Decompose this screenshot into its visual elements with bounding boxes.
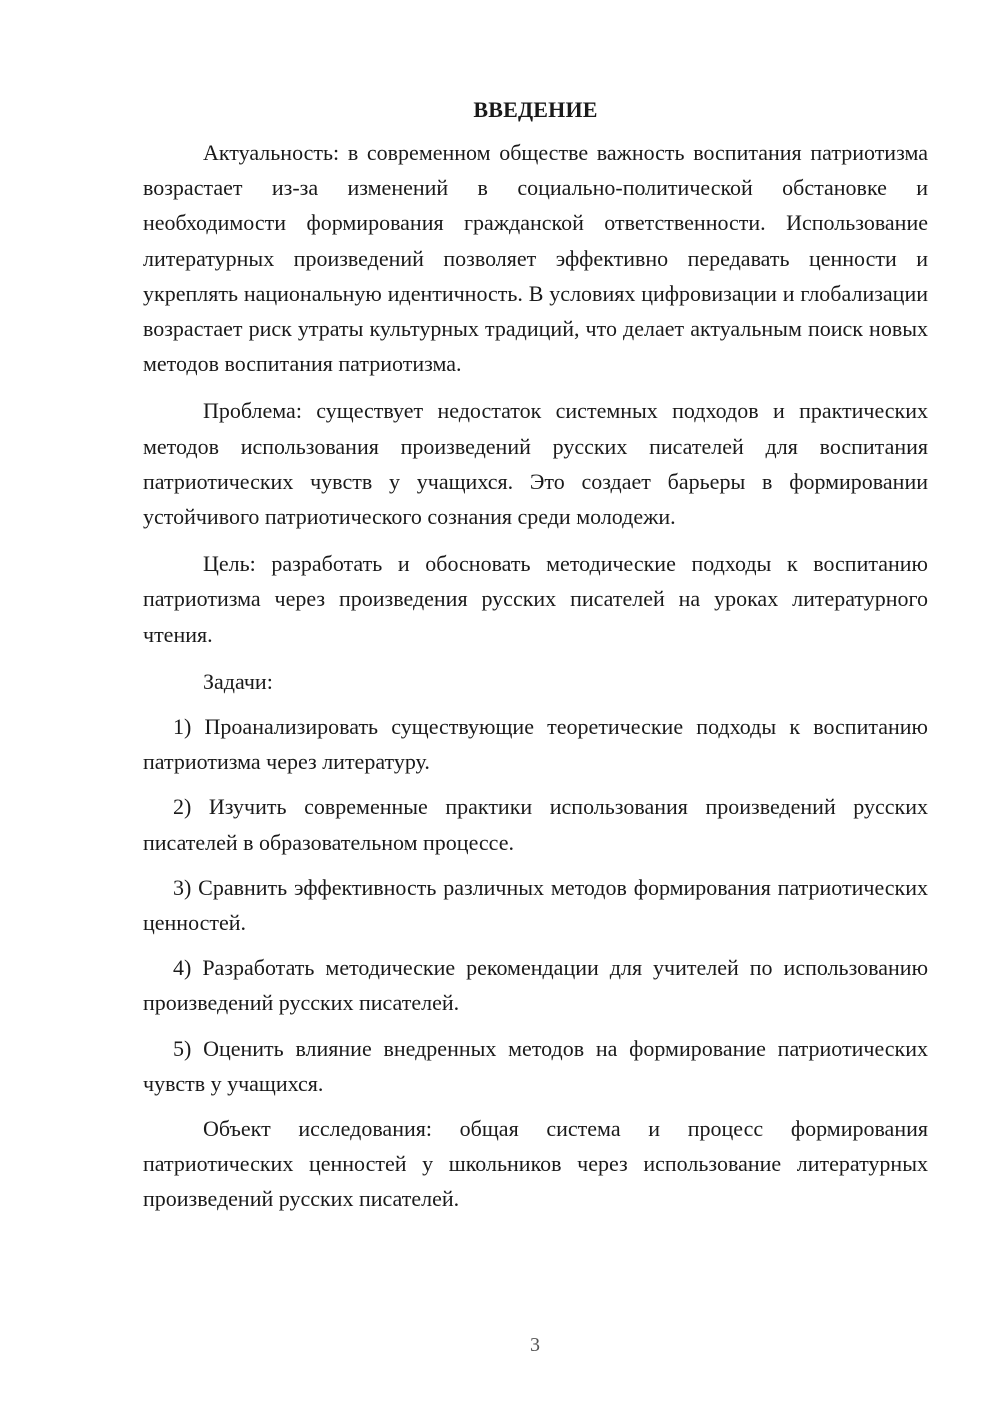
page-number: 3 xyxy=(530,1334,540,1356)
tasks-label: Задачи: xyxy=(203,668,273,694)
tasks-list xyxy=(143,709,928,1101)
problem-paragraph: Проблема: существует недостаток системных подходов и практических методов использования произведений русских писателей для воспитания патриотических чувств у учащихся. Это создает барьеры в формировании устойчивого патриотического сознания среди молодежи. xyxy=(143,398,928,530)
research-object-paragraph: Объект исследования: общая система и процесс формирования патриотических ценностей у школьников через использование литературных произведений русских писателей. xyxy=(143,1116,928,1212)
task-item: 4) Разработать методические рекомендации для учителей по использованию произведений русских писателей. xyxy=(143,955,928,1016)
relevance-paragraph: Актуальность: в современном обществе важность воспитания патриотизма возрастает из-за изменений в социально-политической обстановке и необходимости формирования гражданской ответственности. Использование литературных произведений позволяет эффективно передавать ценности и укреплять национальную идентичность. В условиях цифровизации и глобализации возрастает риск утраты культурных традиций, что делает актуальным поиск новых методов воспитания патриотизма. xyxy=(143,140,928,377)
document-page xyxy=(143,92,928,1217)
task-item: 2) Изучить современные практики использования произведений русских писателей в образовательном процессе. xyxy=(143,794,928,855)
section-heading: ВВЕДЕНИЕ xyxy=(473,97,598,122)
task-item: 1) Проанализировать существующие теоретические подходы к воспитанию патриотизма через литературу. xyxy=(143,714,928,775)
task-item: 5) Оценить влияние внедренных методов на формирование патриотических чувств у учащихся. xyxy=(143,1035,928,1096)
task-item: 3) Сравнить эффективность различных методов формирования патриотических ценностей. xyxy=(143,874,928,936)
goal-paragraph: Цель: разработать и обосновать методические подходы к воспитанию патриотизма через произведения русских писателей на уроках литературного чтения. xyxy=(143,551,928,647)
